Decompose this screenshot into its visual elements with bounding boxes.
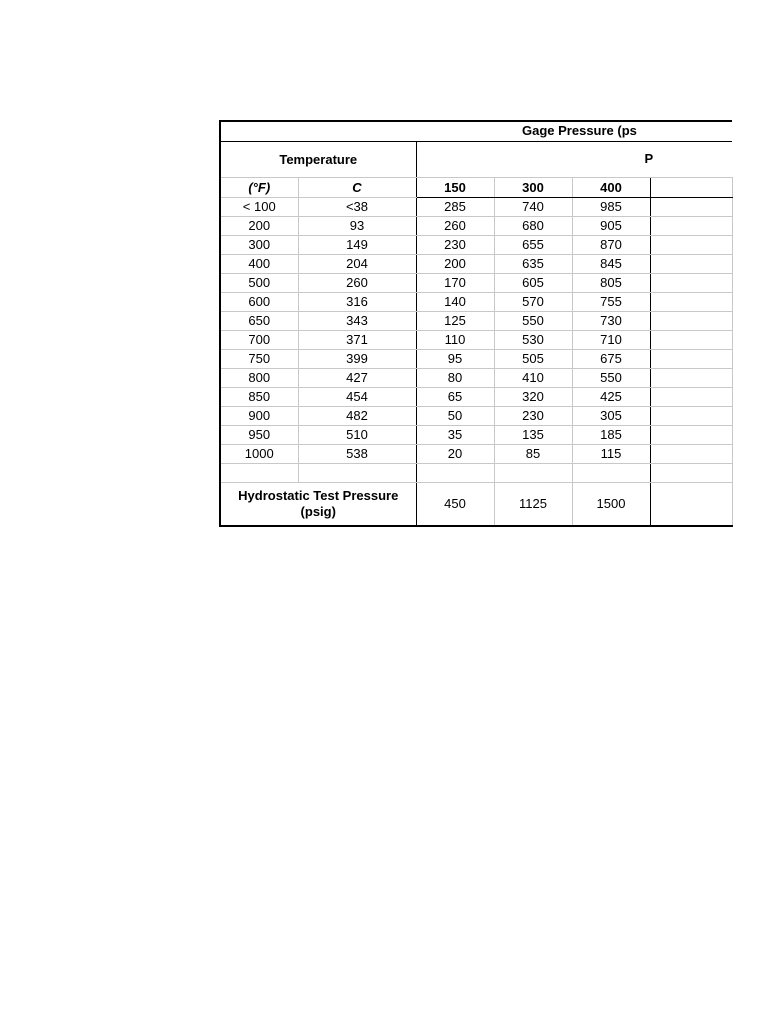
table-row <box>220 312 732 331</box>
pressure-next-cell <box>650 312 732 331</box>
hydrostatic-label: Hydrostatic Test Pressure (psig) <box>220 483 416 527</box>
pressure-300-cell: 550 <box>494 312 572 331</box>
pressure-300-cell: 570 <box>494 293 572 312</box>
pressure-next-cell <box>650 236 732 255</box>
pressure-150-cell: 65 <box>416 388 494 407</box>
table-row <box>220 293 732 312</box>
blank-cell <box>220 464 298 483</box>
pressure-150-cell: 35 <box>416 426 494 445</box>
gage-pressure-title <box>522 122 637 140</box>
blank-row <box>220 464 732 483</box>
rating-header: P <box>644 151 654 166</box>
pressure-300-cell: 410 <box>494 369 572 388</box>
pressure-next-cell <box>650 255 732 274</box>
pressure-400-cell: 905 <box>572 217 650 236</box>
table-row <box>220 350 732 369</box>
temp-f-cell: 1000 <box>220 445 298 464</box>
temp-f-cell: 650 <box>220 312 298 331</box>
unit-fahrenheit: (°F) <box>220 178 298 198</box>
table-row <box>220 426 732 445</box>
temperature-header: Temperature <box>220 142 416 178</box>
pressure-300-cell: 85 <box>494 445 572 464</box>
hydrostatic-150-cell: 450 <box>416 483 494 527</box>
temp-f-cell: 850 <box>220 388 298 407</box>
table-row <box>220 388 732 407</box>
temp-f-cell: 750 <box>220 350 298 369</box>
hydrostatic-next-cell <box>650 483 732 527</box>
pressure-next-cell <box>650 350 732 369</box>
hydrostatic-300-cell: 1125 <box>494 483 572 527</box>
table-row <box>220 217 732 236</box>
temp-f-cell: 800 <box>220 369 298 388</box>
pressure-next-cell <box>650 293 732 312</box>
table-row <box>220 407 732 426</box>
temp-f-cell: < 100 <box>220 198 298 217</box>
temp-c-cell: 482 <box>298 407 416 426</box>
pressure-next-cell <box>650 331 732 350</box>
pressure-300-cell: 505 <box>494 350 572 369</box>
pressure-150-cell: 140 <box>416 293 494 312</box>
temp-c-cell: 149 <box>298 236 416 255</box>
pressure-150-cell: 50 <box>416 407 494 426</box>
pressure-400-cell: 755 <box>572 293 650 312</box>
temp-f-cell: 700 <box>220 331 298 350</box>
temp-f-cell: 200 <box>220 217 298 236</box>
blank-cell <box>650 464 732 483</box>
pressure-150-cell: 230 <box>416 236 494 255</box>
blank-cell <box>494 464 572 483</box>
gage-pressure-cell <box>220 121 732 142</box>
table-row <box>220 198 732 217</box>
temp-f-cell: 400 <box>220 255 298 274</box>
pressure-400-cell: 845 <box>572 255 650 274</box>
pressure-300-cell: 230 <box>494 407 572 426</box>
pressure-300-cell: 605 <box>494 274 572 293</box>
temp-c-cell: 454 <box>298 388 416 407</box>
class-header-150: 150 <box>416 178 494 198</box>
class-header-400: 400 <box>572 178 650 198</box>
pressure-400-cell: 305 <box>572 407 650 426</box>
table-row <box>220 369 732 388</box>
pressure-400-cell: 185 <box>572 426 650 445</box>
temp-f-cell: 300 <box>220 236 298 255</box>
temp-c-cell: <38 <box>298 198 416 217</box>
gage-pressure-row <box>220 121 732 142</box>
pressure-next-cell <box>650 388 732 407</box>
temp-c-cell: 427 <box>298 369 416 388</box>
temp-c-cell: 204 <box>298 255 416 274</box>
pressure-400-cell: 115 <box>572 445 650 464</box>
pressure-300-cell: 135 <box>494 426 572 445</box>
pressure-150-cell: 20 <box>416 445 494 464</box>
table-row <box>220 331 732 350</box>
pressure-300-cell: 320 <box>494 388 572 407</box>
blank-cell <box>572 464 650 483</box>
class-header-next <box>650 178 732 198</box>
temp-f-cell: 950 <box>220 426 298 445</box>
pressure-next-cell <box>650 407 732 426</box>
temp-c-cell: 371 <box>298 331 416 350</box>
table-row <box>220 274 732 293</box>
pressure-400-cell: 730 <box>572 312 650 331</box>
pressure-400-cell: 870 <box>572 236 650 255</box>
pressure-400-cell: 985 <box>572 198 650 217</box>
pressure-next-cell <box>650 217 732 236</box>
pressure-150-cell: 285 <box>416 198 494 217</box>
temperature-header-row <box>220 142 732 178</box>
pressure-150-cell: 200 <box>416 255 494 274</box>
temp-c-cell: 538 <box>298 445 416 464</box>
temp-c-cell: 343 <box>298 312 416 331</box>
units-row <box>220 178 732 198</box>
pressure-next-cell <box>650 369 732 388</box>
table-row <box>220 255 732 274</box>
pressure-400-cell: 550 <box>572 369 650 388</box>
pressure-150-cell: 170 <box>416 274 494 293</box>
gage-pressure-text: Gage Pressure (ps <box>522 123 637 138</box>
pressure-300-cell: 680 <box>494 217 572 236</box>
table-row <box>220 236 732 255</box>
temp-c-cell: 399 <box>298 350 416 369</box>
pressure-150-cell: 95 <box>416 350 494 369</box>
temp-f-cell: 900 <box>220 407 298 426</box>
pressure-150-cell: 80 <box>416 369 494 388</box>
blank-cell <box>298 464 416 483</box>
pressure-300-cell: 635 <box>494 255 572 274</box>
unit-celsius: C <box>298 178 416 198</box>
pressure-next-cell <box>650 426 732 445</box>
table-viewport <box>219 120 654 531</box>
temp-c-cell: 316 <box>298 293 416 312</box>
pressure-next-cell <box>650 198 732 217</box>
pressure-temperature-table <box>219 120 733 527</box>
hydrostatic-400-cell: 1500 <box>572 483 650 527</box>
temp-c-cell: 260 <box>298 274 416 293</box>
temp-f-cell: 500 <box>220 274 298 293</box>
pressure-400-cell: 710 <box>572 331 650 350</box>
hydrostatic-row <box>220 483 732 527</box>
pressure-300-cell: 740 <box>494 198 572 217</box>
pressure-150-cell: 110 <box>416 331 494 350</box>
pressure-next-cell <box>650 274 732 293</box>
pressure-300-cell: 530 <box>494 331 572 350</box>
class-header-300: 300 <box>494 178 572 198</box>
pressure-150-cell: 125 <box>416 312 494 331</box>
pressure-400-cell: 425 <box>572 388 650 407</box>
blank-cell <box>416 464 494 483</box>
rating-header-cell <box>416 142 732 178</box>
pressure-400-cell: 675 <box>572 350 650 369</box>
pressure-next-cell <box>650 445 732 464</box>
temp-c-cell: 93 <box>298 217 416 236</box>
table-row <box>220 445 732 464</box>
pressure-400-cell: 805 <box>572 274 650 293</box>
pressure-150-cell: 260 <box>416 217 494 236</box>
temp-c-cell: 510 <box>298 426 416 445</box>
temp-f-cell: 600 <box>220 293 298 312</box>
pressure-300-cell: 655 <box>494 236 572 255</box>
